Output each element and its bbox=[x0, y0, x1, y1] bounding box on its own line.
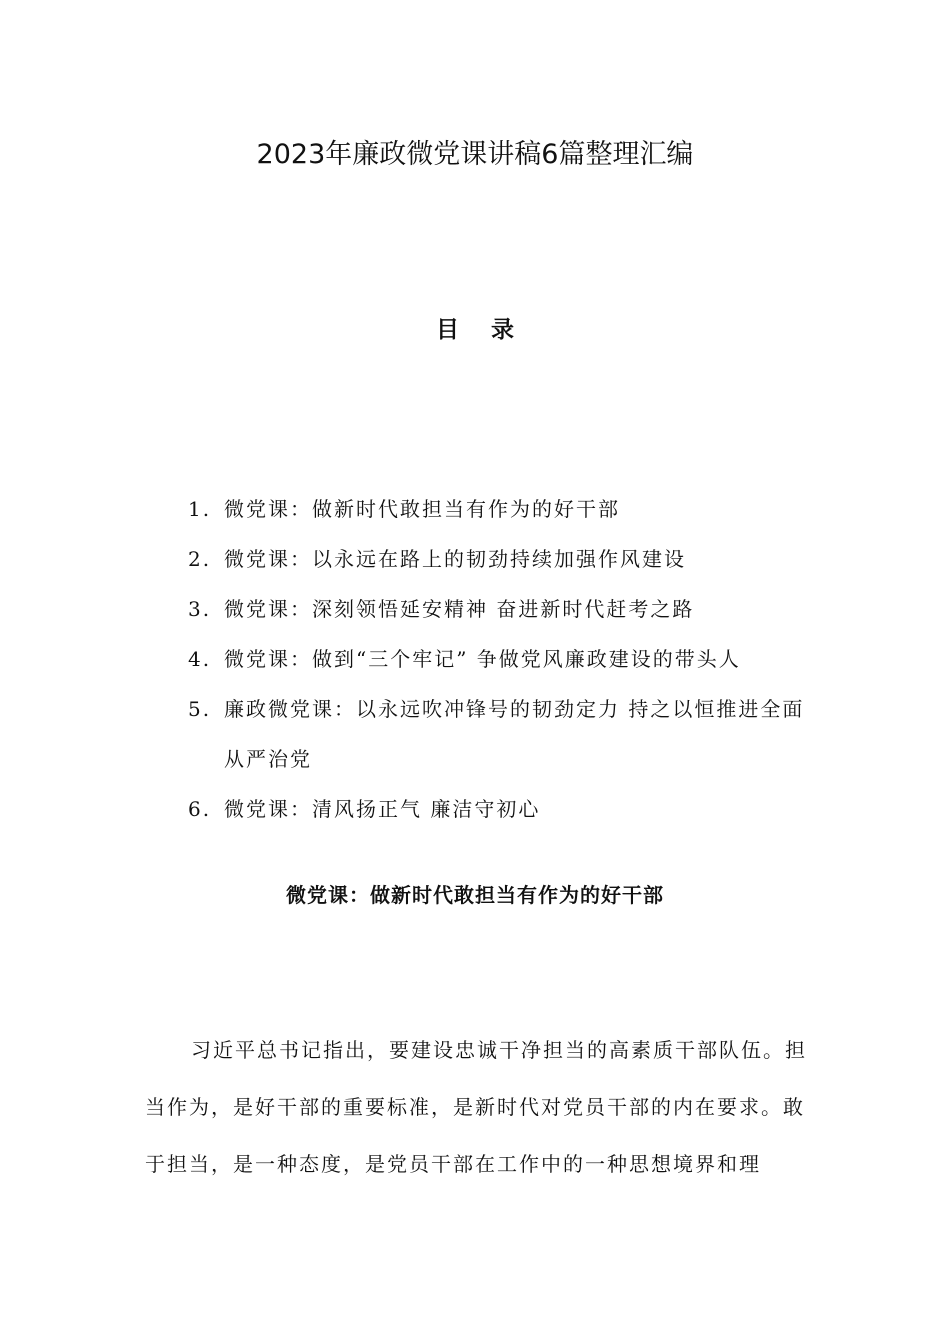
toc-item-text: 微党课：做到“三个牢记” 争做党风廉政建设的带头人 bbox=[224, 647, 741, 671]
toc-item bbox=[188, 634, 808, 684]
toc-item bbox=[188, 784, 808, 834]
document-title: 2023年廉政微党课讲稿6篇整理汇编 bbox=[256, 139, 694, 170]
toc-item-text: 微党课：做新时代敢担当有作为的好干部 bbox=[224, 497, 620, 521]
toc-item-text: 微党课：深刻领悟延安精神 奋进新时代赶考之路 bbox=[224, 597, 695, 621]
toc-item-number: 4. bbox=[188, 647, 212, 671]
toc-heading-char-2: 录 bbox=[491, 317, 514, 343]
toc-item-text: 微党课：以永远在路上的韧劲持续加强作风建设 bbox=[224, 547, 686, 571]
section-title: 微党课：做新时代敢担当有作为的好干部 bbox=[286, 883, 664, 907]
toc-heading-char-1: 目 bbox=[436, 317, 459, 343]
toc-item-number: 3. bbox=[188, 597, 212, 621]
toc-item bbox=[188, 684, 808, 784]
toc-item bbox=[188, 484, 808, 534]
toc-item-text: 廉政微党课：以永远吹冲锋号的韧劲定力 持之以恒推进全面从严治党 bbox=[224, 697, 805, 771]
body-paragraph: 习近平总书记指出，要建设忠诚干净担当的高素质干部队伍。担当作为，是好干部的重要标准，是新时代对党员干部的内在要求。敢于担当，是一种态度，是党员干部在工作中的一种思想境界和理 bbox=[145, 1038, 807, 1176]
toc-item-text: 微党课：清风扬正气 廉洁守初心 bbox=[224, 797, 541, 821]
toc-item-number: 2. bbox=[188, 547, 212, 571]
toc-item bbox=[188, 534, 808, 584]
toc-item-number: 1. bbox=[188, 497, 212, 521]
toc-item-number: 5. bbox=[188, 697, 212, 721]
toc-item bbox=[188, 584, 808, 634]
toc-item-number: 6. bbox=[188, 797, 212, 821]
table-of-contents bbox=[188, 484, 808, 834]
toc-heading bbox=[0, 311, 950, 344]
